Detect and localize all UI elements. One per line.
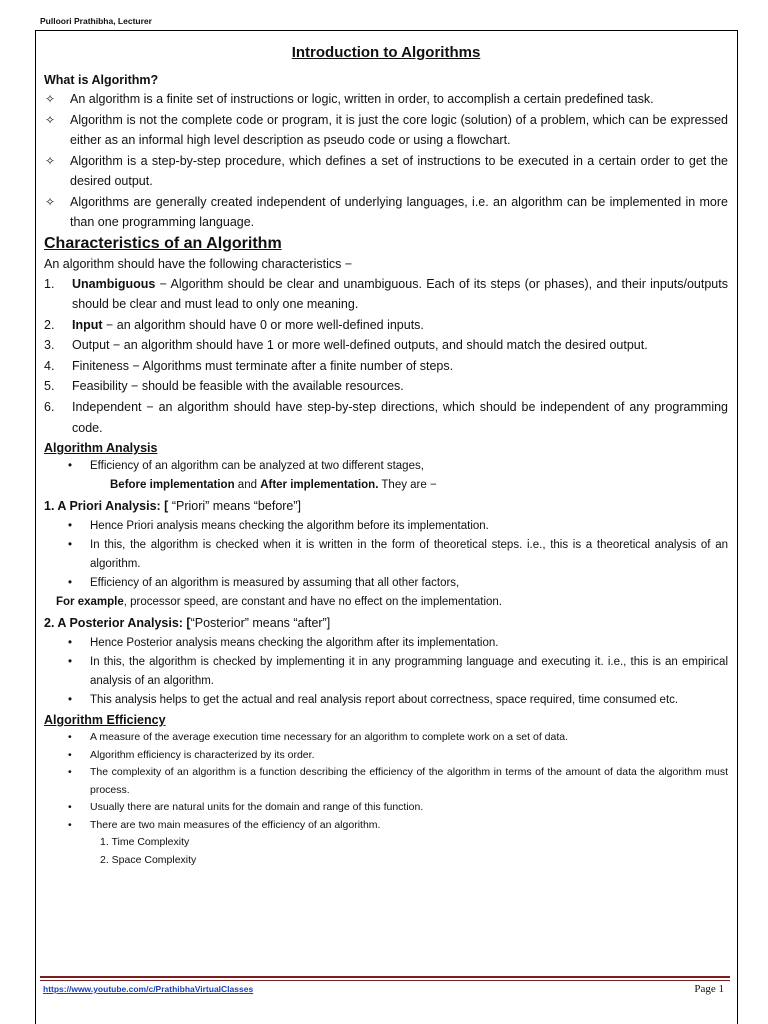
bullet-icon: • (68, 577, 73, 590)
footer-rule-thick (40, 976, 730, 978)
list-item: • In this, the algorithm is checked by implementing it in any programming language and executing it. i.e., this is an empirical analysis of an algorithm. (44, 653, 728, 691)
document-body (44, 44, 728, 869)
list-item: 2. Input − an algorithm should have 0 or more well-defined inputs. (44, 317, 424, 332)
list-item: 5. Feasibility − should be feasible with the available resources. (44, 379, 404, 394)
list-item: 6. Independent − an algorithm should have step-by-step directions, which should be independent of any programming code. (44, 400, 728, 435)
list-item: • There are two main measures of the efficiency of an algorithm. (44, 817, 728, 835)
bullet-icon: • (68, 637, 73, 650)
diamond-bullet-icon: ✧ (45, 92, 56, 106)
list-item: • Hence Posterior analysis means checking the algorithm after its implementation. (44, 634, 728, 653)
list-item: • In this, the algorithm is checked when it is written in the form of theoretical steps. i.e., this is a theoretical analysis of an algorithm. (44, 536, 728, 574)
diamond-bullet-icon: ✧ (45, 112, 56, 127)
diamond-bullet-icon: ✧ (45, 194, 56, 209)
what-heading: What is Algorithm? (44, 73, 159, 87)
bullet-icon: • (68, 520, 73, 533)
analysis-list (44, 457, 728, 476)
bullet-icon: • (68, 694, 73, 707)
bullet-icon: • (68, 748, 72, 761)
diamond-bullet-icon: ✧ (45, 153, 56, 168)
characteristics-list (44, 274, 728, 439)
list-item: • The complexity of an algorithm is a function describing the efficiency of the algorithm in terms of the amount of data the algorithm must process. (68, 766, 728, 796)
list-item: 1. Unambiguous − Algorithm should be clear and unambiguous. Each of its steps (or phases), and their inputs/outputs should be clear and must lead to only one meaning. (44, 276, 728, 312)
list-item: • Usually there are natural units for the domain and range of this function. (44, 799, 728, 817)
list-item: • Algorithm efficiency is characterized by its order. (44, 747, 728, 765)
list-item: • A measure of the average execution time necessary for an algorithm to complete work on a set of data. (44, 729, 728, 747)
page-title: Introduction to Algorithms (291, 44, 481, 61)
posterior-list (44, 634, 728, 710)
footer-rule-thin (40, 980, 730, 981)
priori-list (44, 517, 728, 593)
header-author: Pulloori Prathibha, Lecturer (40, 16, 152, 26)
list-item: ✧ Algorithm is not the complete code or program, it is just the core logic (solution) of a problem, which can be expressed either as an informal high level description as pseudo code or using a flowchart. (44, 110, 728, 151)
list-item: • Efficiency of an algorithm is measured by assuming that all other factors, (44, 574, 728, 593)
what-list (44, 89, 728, 233)
list-item: • This analysis helps to get the actual and real analysis report about correctness, space required, time consumed etc. (44, 691, 728, 710)
youtube-channel-link[interactable]: https://www.youtube.com/c/PrathibhaVirtualClasses (43, 984, 254, 994)
characteristics-heading: Characteristics of an Algorithm (44, 234, 282, 252)
list-item: • Efficiency of an algorithm can be analyzed at two different stages, (44, 457, 728, 476)
bullet-icon: • (68, 818, 72, 831)
efficiency-heading: Algorithm Efficiency (44, 713, 166, 728)
analysis-stages: Before implementation and After implementation. They are − (110, 479, 437, 492)
bullet-icon: • (68, 731, 72, 744)
page-number: Page 1 (694, 983, 724, 995)
efficiency-list (44, 729, 728, 834)
measure-space-complexity: 2. Space Complexity (100, 853, 197, 866)
list-item: 3. Output − an algorithm should have 1 or more well-defined outputs, and should match the desired output. (44, 338, 648, 353)
list-item: • Hence Priori analysis means checking the algorithm before its implementation. (44, 517, 728, 536)
list-item: 4. Finiteness − Algorithms must terminate after a finite number of steps. (44, 358, 454, 373)
characteristics-intro: An algorithm should have the following characteristics − (44, 256, 353, 271)
list-item: ✧ Algorithm is a step-by-step procedure, which defines a set of instructions to be executed in a certain order to get the desired output. (44, 151, 728, 192)
list-item: ✧ An algorithm is a finite set of instructions or logic, written in order, to accomplish a certain predefined task. (44, 89, 728, 110)
bullet-icon: • (68, 801, 72, 814)
measure-time-complexity: 1. Time Complexity (100, 836, 190, 849)
posterior-heading: 2. A Posterior Analysis: [“Posterior” means “after”] (44, 616, 331, 631)
bullet-icon: • (68, 539, 73, 552)
list-item: ✧ Algorithms are generally created independent of underlying languages, i.e. an algorithm can be implemented in more than one programming language. (44, 192, 728, 233)
priori-heading: 1. A Priori Analysis: [ “Priori” means “before”] (44, 499, 302, 514)
priori-example: For example, processor speed, are constant and have no effect on the implementation. (56, 596, 502, 609)
analysis-heading: Algorithm Analysis (44, 441, 158, 456)
bullet-icon: • (68, 766, 72, 779)
bullet-icon: • (68, 656, 73, 669)
bullet-icon: • (68, 460, 73, 473)
